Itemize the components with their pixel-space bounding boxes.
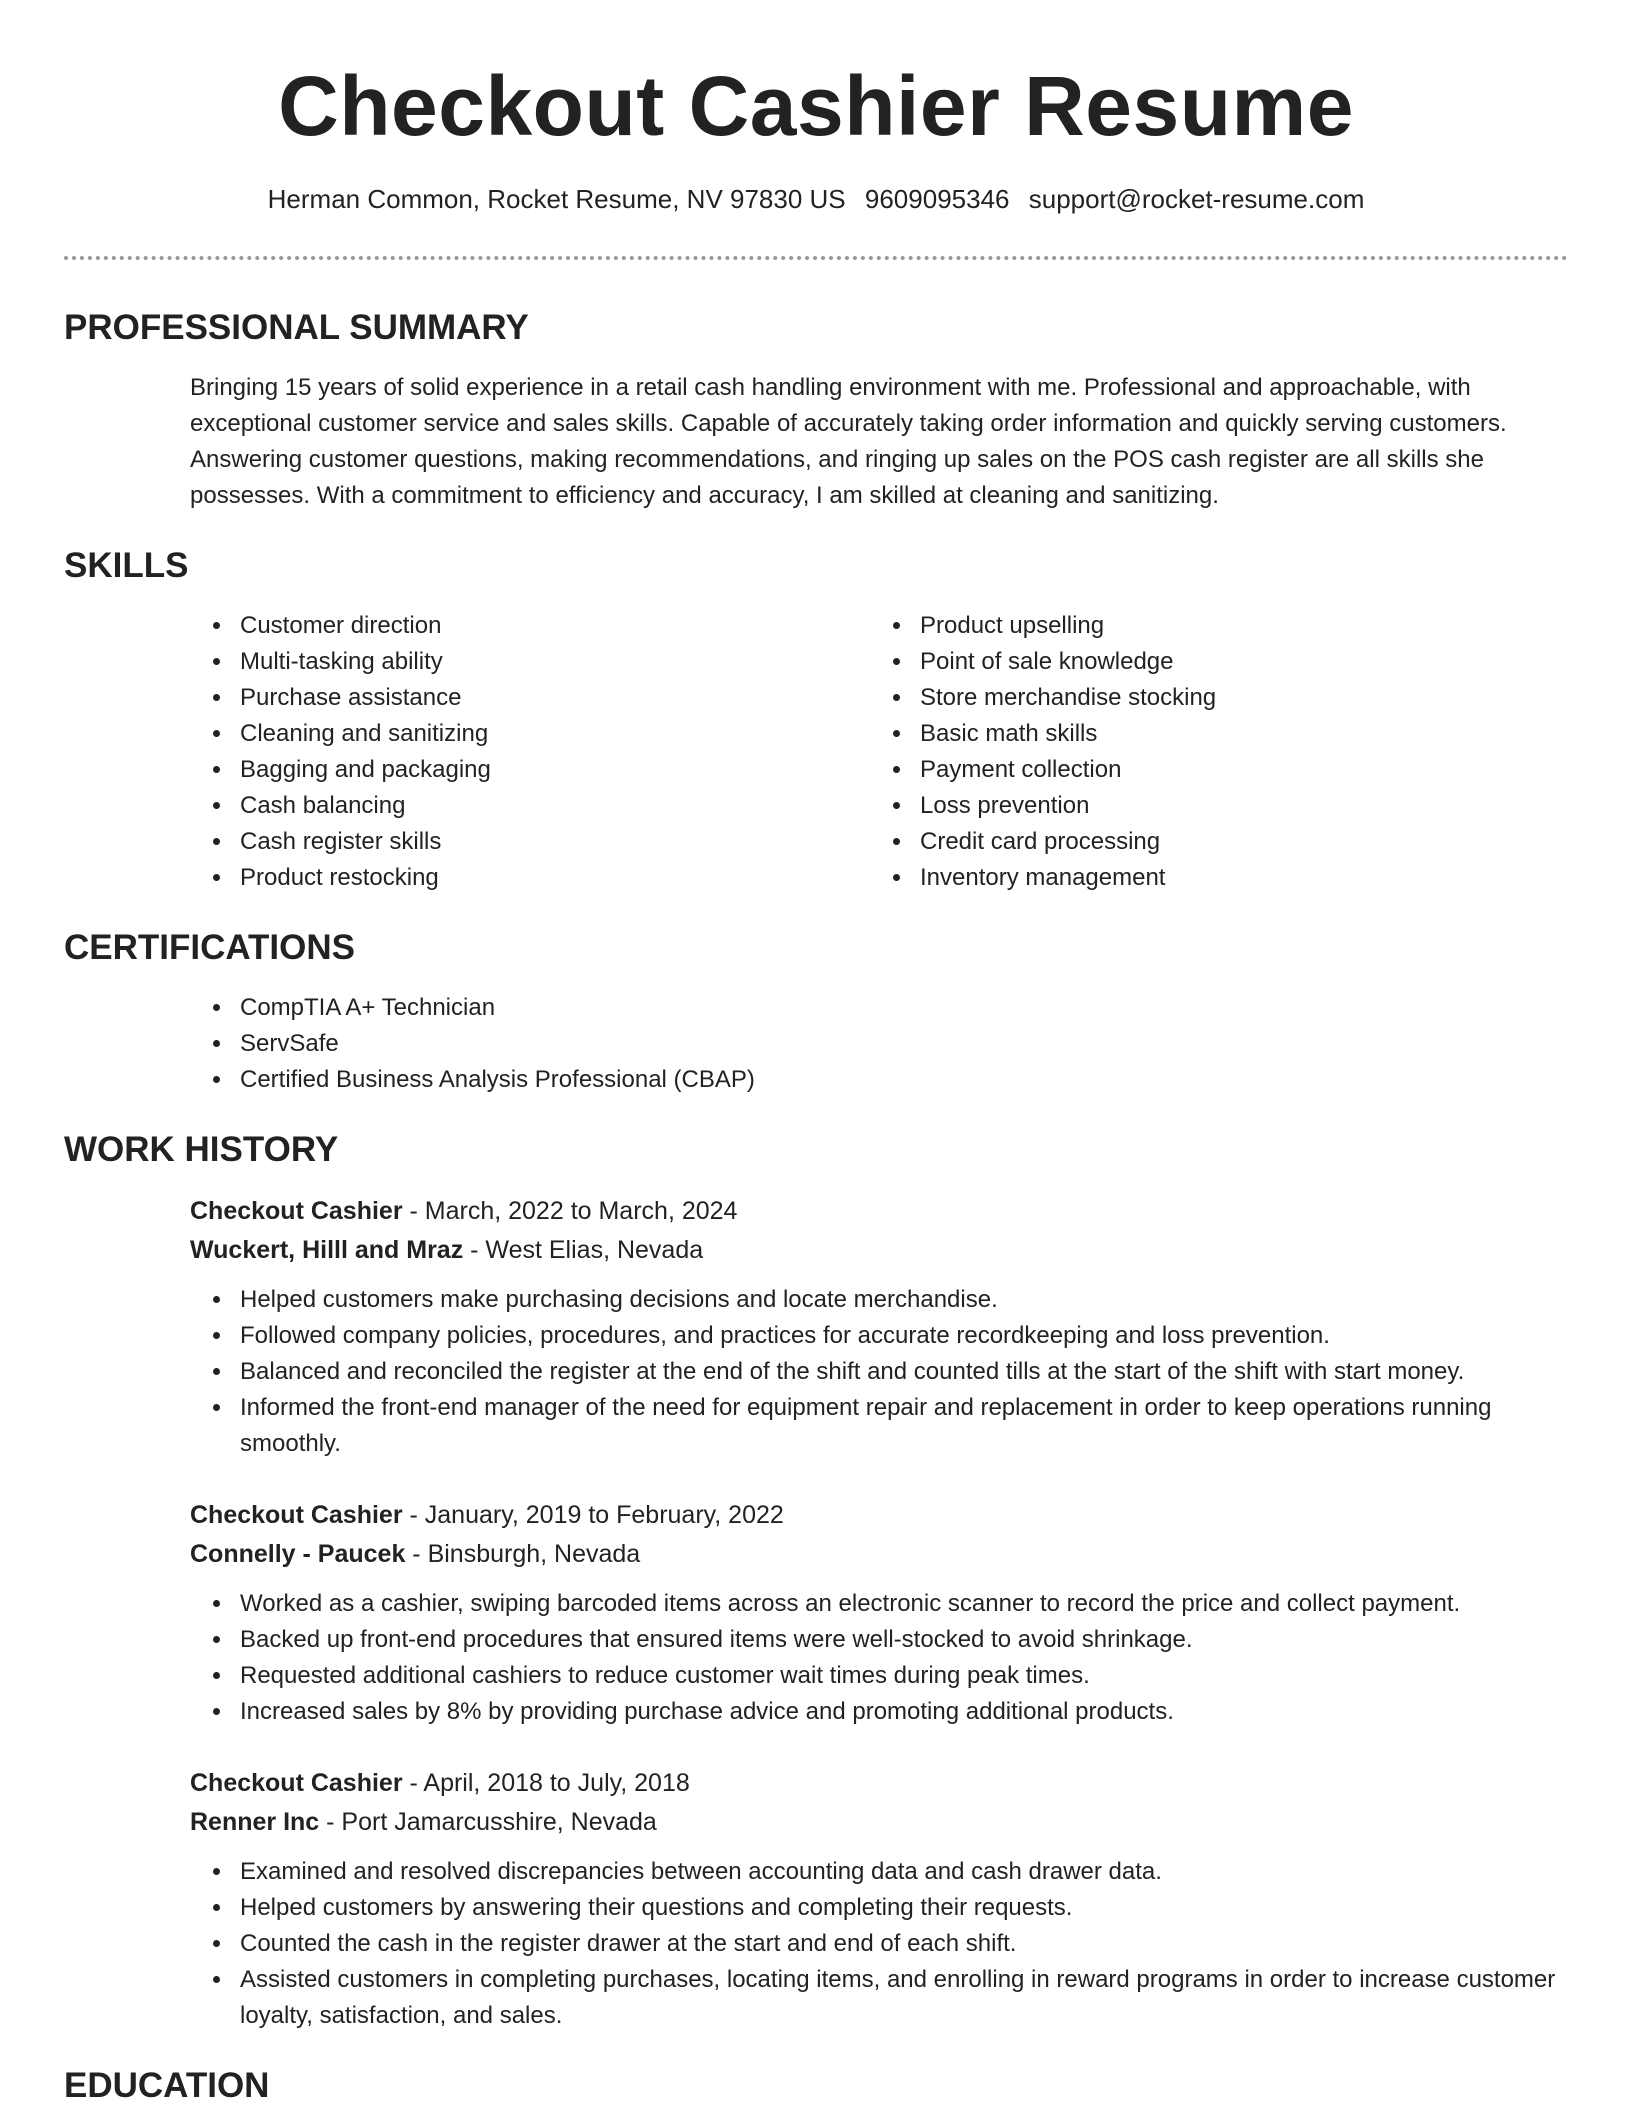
job-entry — [190, 1496, 1568, 1730]
skills-column-right — [914, 608, 1216, 896]
skill-item: • Credit card processing — [914, 824, 1216, 860]
job-dates: - January, 2019 to February, 2022 — [402, 1501, 784, 1529]
certifications-list — [64, 990, 1568, 1098]
job-dates: - March, 2022 to March, 2024 — [402, 1197, 738, 1225]
skill-item: • Loss prevention — [914, 788, 1216, 824]
skill-item: • Multi-tasking ability — [234, 644, 914, 680]
job-bullet: • Followed company policies, procedures, and practices for accurate recordkeeping and loss prevention. — [234, 1318, 1568, 1354]
job-title-line — [190, 1192, 1568, 1231]
certification-item: • Certified Business Analysis Professional (CBAP) — [234, 1062, 1568, 1098]
contact-line — [64, 182, 1568, 216]
skill-item: • Basic math skills — [914, 716, 1216, 752]
contact-address: Herman Common, Rocket Resume, NV 97830 US — [267, 184, 846, 214]
skill-item: • Inventory management — [914, 860, 1216, 896]
job-company: Wuckert, Hilll and Mraz — [190, 1236, 464, 1264]
certification-item: • CompTIA A+ Technician — [234, 990, 1568, 1026]
skills-column-left — [64, 608, 914, 896]
contact-email: support@rocket-resume.com — [1028, 184, 1365, 214]
job-title-line — [190, 1764, 1568, 1803]
job-location: - Port Jamarcusshire, Nevada — [319, 1808, 657, 1836]
skill-item: • Cleaning and sanitizing — [234, 716, 914, 752]
job-company-line — [190, 1231, 1568, 1270]
job-dates: - April, 2018 to July, 2018 — [402, 1769, 690, 1797]
job-bullet: • Backed up front-end procedures that ensured items were well-stocked to avoid shrinkage. — [234, 1622, 1568, 1658]
job-company-line — [190, 1535, 1568, 1574]
skill-item: • Purchase assistance — [234, 680, 914, 716]
skill-item: • Store merchandise stocking — [914, 680, 1216, 716]
skill-item: • Customer direction — [234, 608, 914, 644]
job-bullet: • Helped customers by answering their questions and completing their requests. — [234, 1890, 1568, 1926]
header-divider — [64, 256, 1568, 260]
job-bullets — [190, 1854, 1568, 2034]
job-location: - West Elias, Nevada — [463, 1236, 704, 1264]
job-company: Connelly - Paucek — [190, 1540, 406, 1568]
job-bullet: • Assisted customers in completing purchases, locating items, and enrolling in reward programs in order to increase customer loyalty, satisfaction, and sales. — [234, 1962, 1568, 2034]
skill-item: • Cash balancing — [234, 788, 914, 824]
job-bullets — [190, 1282, 1568, 1462]
education-heading: EDUCATION — [64, 2066, 270, 2105]
job-company-line — [190, 1803, 1568, 1842]
job-bullets — [190, 1586, 1568, 1730]
skills-list — [64, 608, 1568, 896]
certifications-heading: CERTIFICATIONS — [64, 928, 356, 967]
skills-heading: SKILLS — [64, 546, 189, 585]
job-bullet: • Requested additional cashiers to reduce customer wait times during peak times. — [234, 1658, 1568, 1694]
resume-title: Checkout Cashier Resume — [278, 59, 1354, 153]
skill-item: • Cash register skills — [234, 824, 914, 860]
job-bullet: • Helped customers make purchasing decisions and locate merchandise. — [234, 1282, 1568, 1318]
summary-heading: PROFESSIONAL SUMMARY — [64, 308, 529, 347]
job-entry — [190, 1764, 1568, 2034]
job-bullet: • Worked as a cashier, swiping barcoded items across an electronic scanner to record the price and collect payment. — [234, 1586, 1568, 1622]
job-bullet: • Increased sales by 8% by providing purchase advice and promoting additional products. — [234, 1694, 1568, 1730]
job-title: Checkout Cashier — [190, 1769, 403, 1797]
job-title: Checkout Cashier — [190, 1197, 403, 1225]
job-bullet: • Examined and resolved discrepancies between accounting data and cash drawer data. — [234, 1854, 1568, 1890]
job-title: Checkout Cashier — [190, 1501, 403, 1529]
contact-phone: 9609095346 — [864, 184, 1010, 214]
job-bullet: • Balanced and reconciled the register at the end of the shift and counted tills at the start of the shift with start money. — [234, 1354, 1568, 1390]
skill-item: • Point of sale knowledge — [914, 644, 1216, 680]
certification-item: • ServSafe — [234, 1026, 1568, 1062]
job-title-line — [190, 1496, 1568, 1535]
job-company: Renner Inc — [190, 1808, 320, 1836]
skill-item: • Bagging and packaging — [234, 752, 914, 788]
job-bullet: • Informed the front-end manager of the need for equipment repair and replacement in order to keep operations running smoothly. — [234, 1390, 1568, 1462]
skill-item: • Product restocking — [234, 860, 914, 896]
summary-text: Bringing 15 years of solid experience in a retail cash handling environment with me. Professional and approachable, with exceptional customer service and sales skills. Capable of accurately taking order information and quickly serving customers. Answering customer questions, making recommendations, and ringing up sales on the POS cash register are all skills she possesses. With a commitment to efficiency and accuracy, I am skilled at cleaning and sanitizing. — [190, 374, 1507, 509]
work-history-heading: WORK HISTORY — [64, 1130, 339, 1169]
resume-page — [64, 0, 1568, 2108]
job-entry — [190, 1192, 1568, 1462]
job-bullet: • Counted the cash in the register drawer at the start and end of each shift. — [234, 1926, 1568, 1962]
skill-item: • Product upselling — [914, 608, 1216, 644]
skill-item: • Payment collection — [914, 752, 1216, 788]
job-location: - Binsburgh, Nevada — [405, 1540, 641, 1568]
